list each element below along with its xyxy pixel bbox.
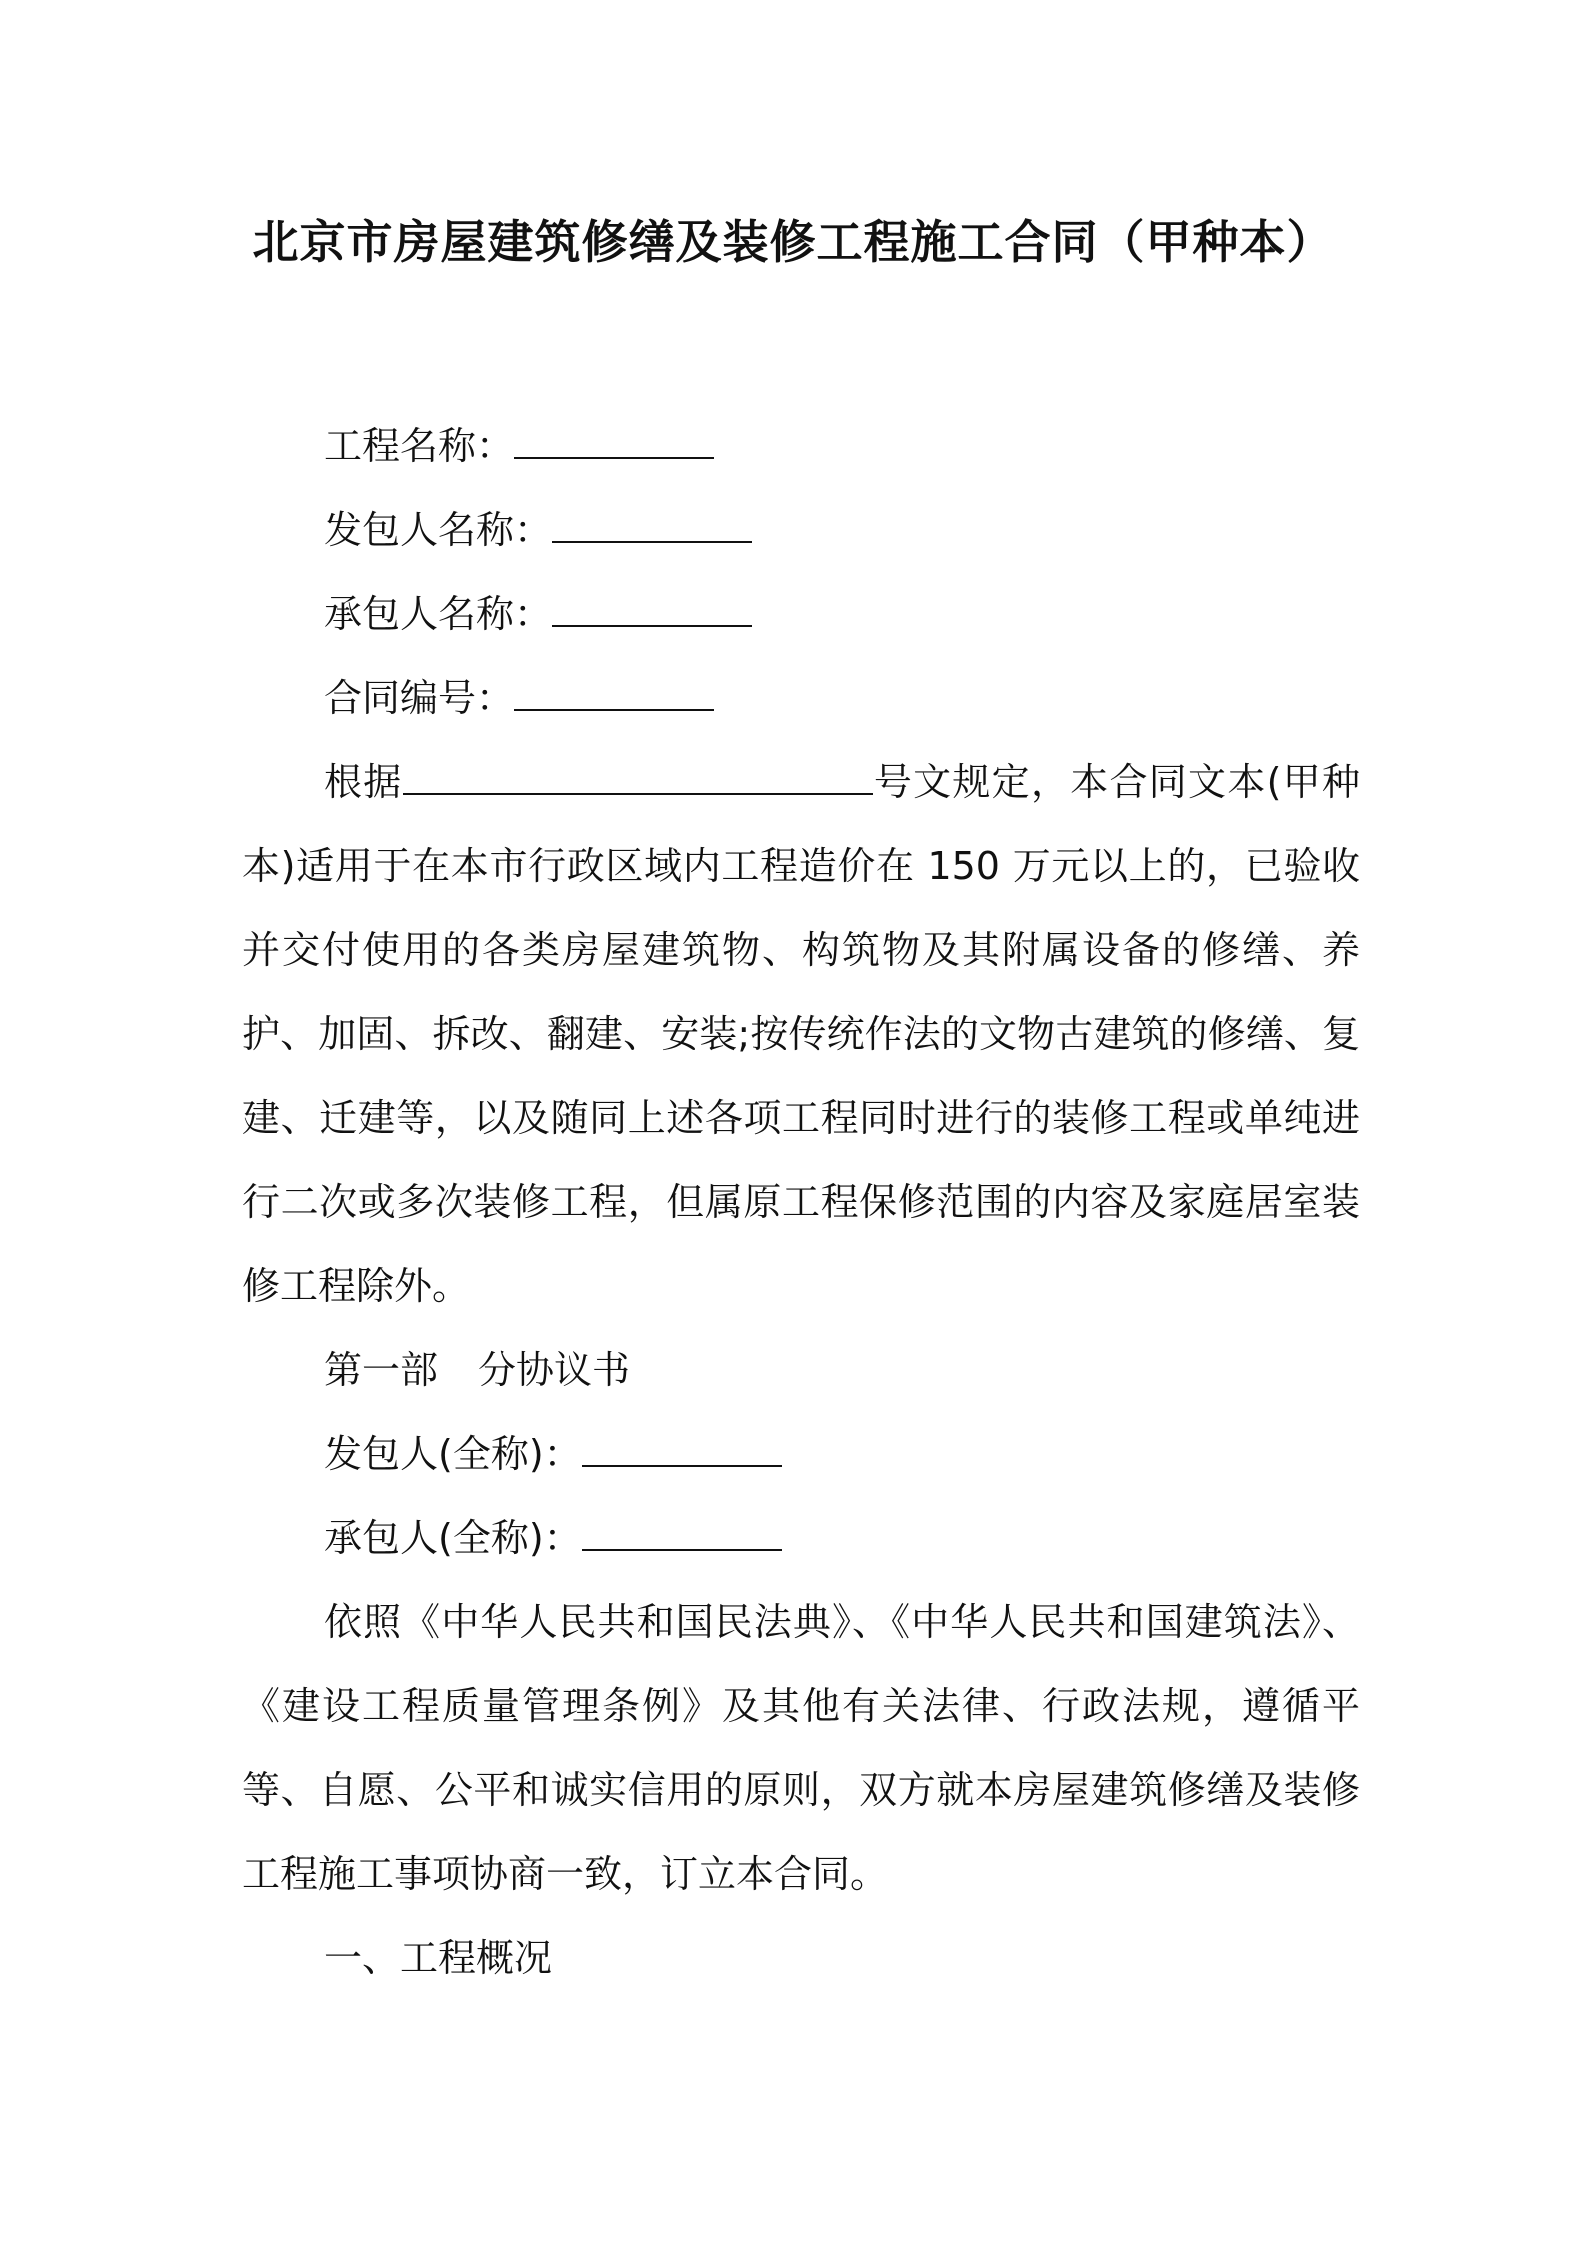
contractor-name-label: 承包人名称： xyxy=(324,592,553,636)
contractor-full-blank xyxy=(582,1521,782,1551)
employer-name-field xyxy=(242,488,1360,572)
contractor-name-blank xyxy=(552,597,752,627)
contract-number-field xyxy=(242,656,1360,740)
employer-name-blank xyxy=(552,513,752,543)
document-title: 北京市房屋建筑修缮及装修工程施工合同（甲种本） xyxy=(252,215,1334,269)
intro-prefix: 根据 xyxy=(324,760,403,804)
employer-full-blank xyxy=(582,1437,782,1467)
employer-full-label: 发包人(全称)： xyxy=(324,1432,582,1476)
part-title: 分协议书 xyxy=(478,1348,631,1392)
basis-paragraph: 依照《中华人民共和国民法典》、《中华人民共和国建筑法》、《建设工程质量管理条例》及其他有关法律、行政法规，遵循平等、自愿、公平和诚实信用的原则，双方就本房屋建筑修缮及装修工程施工事项协商一致，订立本合同。 xyxy=(242,1600,1360,1896)
employer-full-name-field xyxy=(242,1412,1360,1496)
project-name-field xyxy=(242,404,1360,488)
project-name-label: 工程名称： xyxy=(324,424,515,468)
contract-number-blank xyxy=(514,681,714,711)
contractor-full-label: 承包人(全称)： xyxy=(324,1516,582,1560)
part-label: 第一部 xyxy=(324,1348,439,1392)
document-body xyxy=(242,404,1360,2000)
document-number-blank xyxy=(403,765,873,795)
project-name-blank xyxy=(514,429,714,459)
intro-paragraph xyxy=(242,740,1360,1328)
contract-number-label: 合同编号： xyxy=(324,676,515,720)
contractor-name-field xyxy=(242,572,1360,656)
contractor-full-name-field xyxy=(242,1496,1360,1580)
part-one-heading xyxy=(242,1328,1360,1412)
employer-name-label: 发包人名称： xyxy=(324,508,553,552)
intro-text: 号文规定，本合同文本(甲种本)适用于在本市行政区域内工程造价在 150 万元以上的，已验收并交付使用的各类房屋建筑物、构筑物及其附属设备的修缮、养护、加固、拆改、翻建、安装;按传统作法的文物古建筑的修缮、复建、迁建等，以及随同上述各项工程同时进行的装修工程或单纯进行二次或多次装修工程，但属原工程保修范围的内容及家庭居室装修工程除外。 xyxy=(242,760,1360,1308)
section-one-heading: 一、工程概况 xyxy=(324,1936,553,1980)
